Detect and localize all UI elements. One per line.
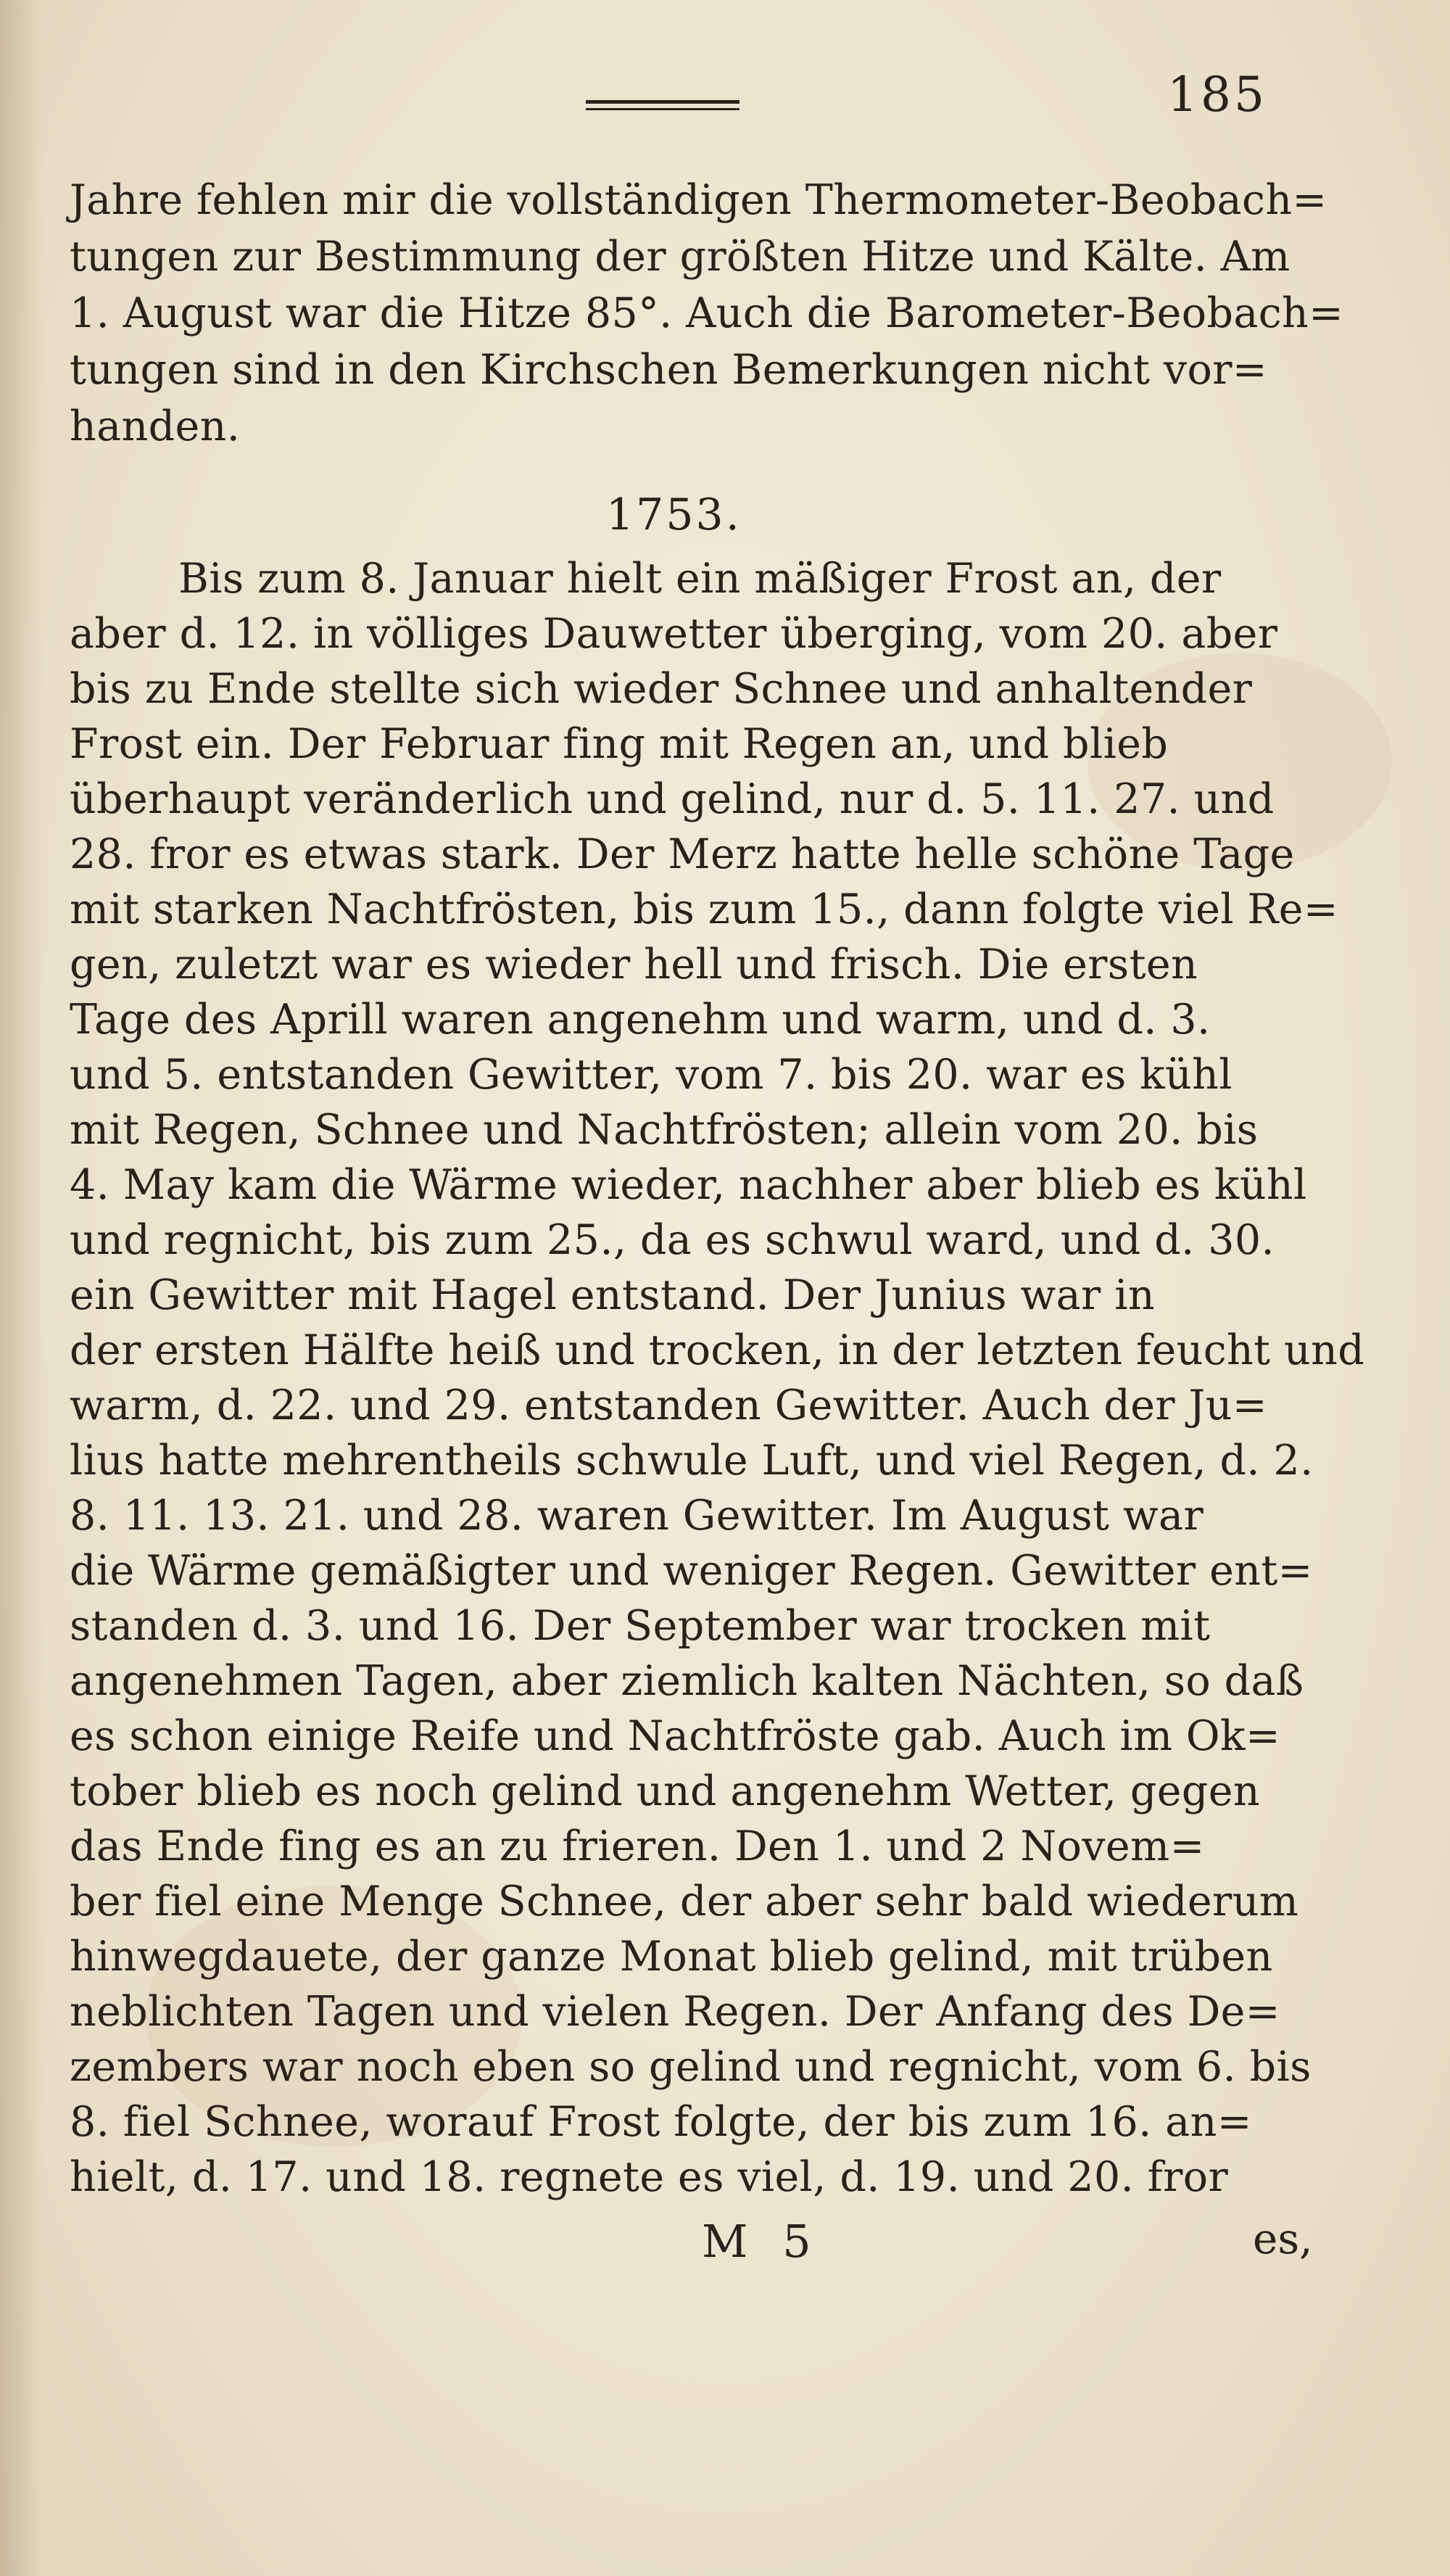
text-line: hinwegdauete, der ganze Monat blieb gelind, mit trüben bbox=[70, 1933, 1273, 1981]
text-line: warm, d. 22. und 29. entstanden Gewitter. Auch der Ju= bbox=[70, 1382, 1268, 1429]
text-line: bis zu Ende stellte sich wieder Schnee und anhaltender bbox=[70, 665, 1253, 713]
text-line: Frost ein. Der Februar fing mit Regen an, und blieb bbox=[70, 720, 1169, 768]
header-rule bbox=[586, 100, 740, 110]
text-line: hielt, d. 17. und 18. regnete es viel, d. 19. und 20. fror bbox=[70, 2153, 1229, 2201]
year-heading: 1753. bbox=[606, 490, 742, 540]
text-line: ein Gewitter mit Hagel entstand. Der Junius war in bbox=[70, 1271, 1155, 1319]
text-line: zembers war noch eben so gelind und regnicht, vom 6. bis bbox=[70, 2043, 1312, 2091]
page-fold-shadow bbox=[0, 0, 44, 2576]
text-line: es schon einige Reife und Nachtfröste gab. Auch im Ok= bbox=[70, 1712, 1281, 1760]
text-line: lius hatte mehrentheils schwule Luft, und viel Regen, d. 2. bbox=[70, 1437, 1314, 1485]
text-line: tungen sind in den Kirchschen Bemerkungen nicht vor= bbox=[70, 346, 1268, 394]
text-line: handen. bbox=[70, 402, 241, 450]
text-line: und 5. entstanden Gewitter, vom 7. bis 20. war es kühl bbox=[70, 1051, 1232, 1099]
text-line: 8. fiel Schnee, worauf Frost folgte, der bis zum 16. an= bbox=[70, 2098, 1252, 2146]
text-line: Tage des Aprill waren angenehm und warm, und d. 3. bbox=[70, 996, 1211, 1044]
text-line: aber d. 12. in völliges Dauwetter überging, vom 20. aber bbox=[70, 610, 1278, 658]
text-line: die Wärme gemäßigter und weniger Regen. Gewitter ent= bbox=[70, 1547, 1313, 1595]
text-line: und regnicht, bis zum 25., da es schwul ward, und d. 30. bbox=[70, 1216, 1275, 1264]
text-line: angenehmen Tagen, aber ziemlich kalten Nächten, so daß bbox=[70, 1657, 1304, 1705]
catchword: es, bbox=[1253, 2214, 1313, 2263]
page-number: 185 bbox=[1167, 67, 1267, 123]
text-line: neblichten Tagen und vielen Regen. Der Anfang des De= bbox=[70, 1988, 1280, 2036]
text-line: tober blieb es noch gelind und angenehm Wetter, gegen bbox=[70, 1767, 1261, 1815]
text-line: 4. May kam die Wärme wieder, nachher aber blieb es kühl bbox=[70, 1161, 1307, 1209]
text-line: gen, zuletzt war es wieder hell und frisch. Die ersten bbox=[70, 941, 1198, 988]
text-line: 1. August war die Hitze 85°. Auch die Barometer-Beobach= bbox=[70, 289, 1344, 337]
text-line: der ersten Hälfte heiß und trocken, in der letzten feucht und bbox=[70, 1326, 1365, 1374]
text-line: mit starken Nachtfrösten, bis zum 15., dann folgte viel Re= bbox=[70, 886, 1338, 933]
text-line: das Ende fing es an zu frieren. Den 1. und 2 Novem= bbox=[70, 1822, 1205, 1870]
text-line: 28. fror es etwas stark. Der Merz hatte helle schöne Tage bbox=[70, 830, 1295, 878]
text-line: mit Regen, Schnee und Nachtfrösten; allein vom 20. bis bbox=[70, 1106, 1259, 1154]
text-line: standen d. 3. und 16. Der September war trocken mit bbox=[70, 1602, 1211, 1650]
text-line: ber fiel eine Menge Schnee, der aber sehr bald wiederum bbox=[70, 1878, 1299, 1925]
text-line: Jahre fehlen mir die vollständigen Thermometer-Beobach= bbox=[70, 176, 1327, 224]
text-line: tungen zur Bestimmung der größten Hitze und Kälte. Am bbox=[70, 233, 1290, 281]
text-line: 8. 11. 13. 21. und 28. waren Gewitter. Im August war bbox=[70, 1492, 1204, 1540]
text-line: überhaupt veränderlich und gelind, nur d. 5. 11. 27. und bbox=[70, 775, 1275, 823]
text-line: Bis zum 8. Januar hielt ein mäßiger Frost an, der bbox=[178, 555, 1222, 603]
signature-mark: M 5 bbox=[702, 2215, 821, 2268]
